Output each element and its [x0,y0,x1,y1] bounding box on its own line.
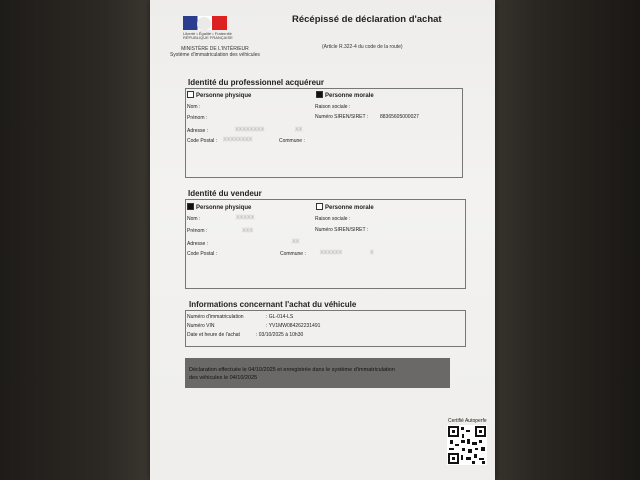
qr-code [447,425,487,465]
acquirer-raison-label: Raison sociale : [315,104,351,110]
acquirer-physical-checkbox[interactable] [187,91,194,98]
acquirer-prenom-label: Prénom : [187,115,208,121]
notice-line-1: Déclaration effectuée le 04/10/2025 et enregistrée dans le système d'immatriculation [189,367,395,373]
seller-box [185,199,466,289]
certification-label: Certifié Autoperfe [448,418,487,424]
acquirer-adresse-extra: XX [295,127,303,133]
seller-prenom-label: Prénom : [187,228,208,234]
seller-raison-label: Raison sociale : [315,216,351,222]
vehicle-vin-label: Numéro VIN [187,323,215,329]
marianne-icon [197,17,211,30]
document-subtitle: (Article R.322-4 du code de la route) [322,44,403,50]
seller-commune-value: XXXXXX [320,250,343,256]
seller-adresse-label: Adresse : [187,241,209,247]
seller-moral-checkbox[interactable] [316,203,323,210]
notice-line-2: des véhicules le 04/10/2025 [189,375,258,381]
marianne-logo [183,16,233,40]
seller-nom-label: Nom : [187,216,201,222]
vehicle-vin-value: : YV1MW084262231491 [266,323,321,329]
acquirer-heading: Identité du professionnel acquéreur [188,78,325,87]
seller-commune-extra: X [370,250,374,256]
seller-siren-label: Numéro SIREN/SIRET : [315,227,369,233]
seller-commune-label: Commune : [280,251,306,257]
acquirer-physical: Personne physique [187,91,251,99]
acquirer-commune-label: Commune : [279,138,305,144]
registration-notice [185,358,450,388]
acquirer-adresse-value: XXXXXXXX [235,127,265,133]
vehicle-date-label: Date et heure de l'achat [187,332,240,338]
ministry-name: MINISTÈRE DE L'INTÉRIEUR [181,46,249,52]
acquirer-adresse-label: Adresse : [187,128,209,134]
background-right [490,0,640,480]
document-page [150,0,495,480]
seller-adresse-value: XX [292,239,300,245]
document-title: Récépissé de déclaration d'achat [292,14,442,25]
vehicle-heading: Informations concernant l'achat du véhicule [189,300,357,309]
seller-physical-checkbox[interactable] [187,203,194,210]
seller-prenom-value: XXX [242,228,254,234]
seller-heading: Identité du vendeur [188,189,262,198]
seller-nom-value: XXXXX [236,215,255,221]
logo-motto: Liberté • Égalité • Fraternité [183,31,232,36]
acquirer-nom-label: Nom : [187,104,201,110]
acquirer-box [185,88,463,178]
acquirer-moral: Personne morale [316,91,374,99]
acquirer-cp-value: XXXXXXXX [223,137,253,143]
acquirer-cp-label: Code Postal : [187,138,218,144]
system-name: Système d'immatriculation des véhicules [170,52,260,58]
ministry-block [170,46,260,58]
acquirer-siren-value: 88365605000027 [380,114,419,120]
seller-cp-label: Code Postal : [187,251,218,257]
logo-country: RÉPUBLIQUE FRANÇAISE [183,35,233,40]
vehicle-date-value: : 03/10/2025 à 10h30 [256,332,304,338]
vehicle-immat-label: Numéro d'immatriculation [187,314,244,320]
acquirer-moral-checkbox[interactable] [316,91,323,98]
seller-moral: Personne morale [316,203,374,211]
vehicle-immat-value: : GL-014-LS [266,314,294,320]
acquirer-siren-label: Numéro SIREN/SIRET : [315,114,369,120]
background-left [0,0,150,480]
seller-physical: Personne physique [187,203,251,211]
